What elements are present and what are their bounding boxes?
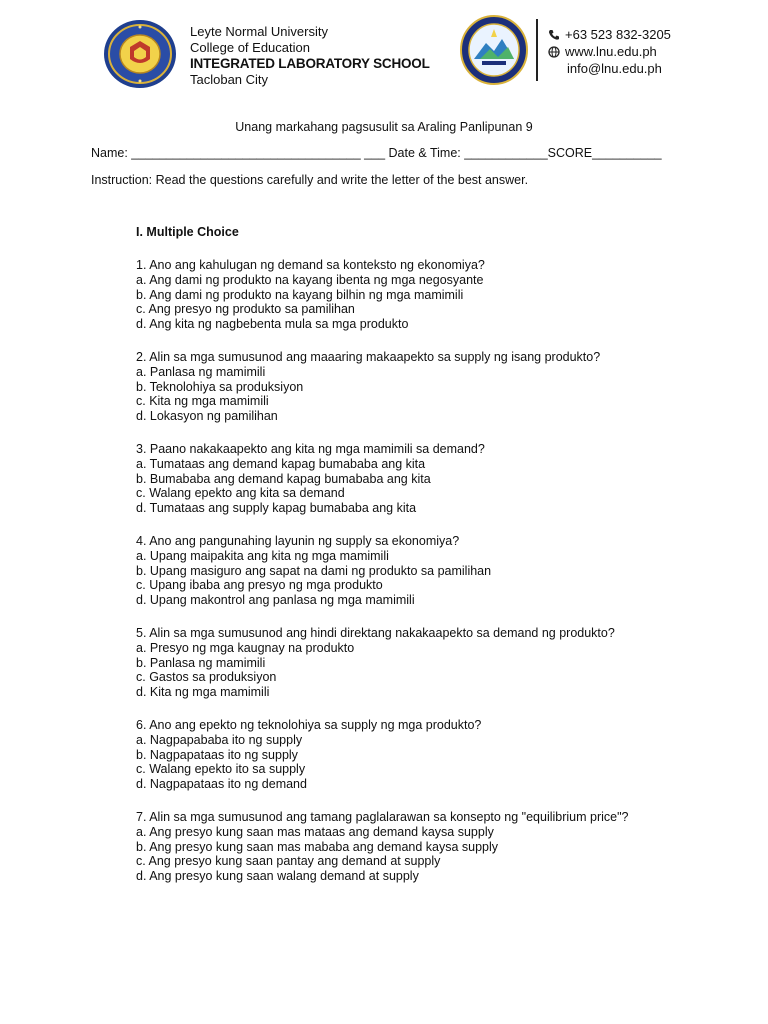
- name-date-score-line: Name: _________________________________ ___ Date & Time: ____________SCORE__________: [91, 146, 662, 160]
- choice-c: c. Gastos sa produksiyon: [136, 670, 277, 685]
- choice-d: d. Ang presyo kung saan walang demand at supply: [136, 869, 419, 884]
- choice-c: c. Ang presyo ng produkto sa pamilihan: [136, 302, 355, 317]
- question-item: [136, 350, 629, 424]
- website-row: [548, 43, 671, 60]
- instruction-text: Instruction: Read the questions carefully and write the letter of the best answer.: [91, 173, 529, 187]
- choice-d: d. Upang makontrol ang panlasa ng mga mamimili: [136, 593, 415, 608]
- header-divider: [536, 19, 538, 81]
- university-name: Leyte Normal University: [190, 24, 328, 39]
- question-text: 1. Ano ang kahulugan ng demand sa konteksto ng ekonomiya?: [136, 258, 485, 272]
- school-info: [190, 24, 430, 88]
- choice-b: b. Ang presyo kung saan mas mababa ang demand kaysa supply: [136, 839, 499, 854]
- email-row: [548, 60, 671, 77]
- choice-c: c. Ang presyo kung saan pantay ang demand at supply: [136, 854, 441, 869]
- section-heading: I. Multiple Choice: [136, 225, 239, 239]
- exam-title: Unang markahang pagsusulit sa Araling Panlipunan 9: [235, 120, 533, 134]
- choice-b: b. Panlasa ng mamimili: [136, 655, 266, 670]
- phone-number: +63 523 832-3205: [565, 27, 671, 42]
- choice-b: b. Bumababa ang demand kapag bumababa ang kita: [136, 471, 431, 486]
- question-text: 5. Alin sa mga sumusunod ang hindi direktang nakakaapekto sa demand ng produkto?: [136, 625, 615, 640]
- question-text: 6. Ano ang epekto ng teknolohiya sa supply ng mga produkto?: [136, 717, 482, 732]
- phone-icon: [548, 29, 560, 41]
- choice-d: d. Lokasyon ng pamilihan: [136, 409, 278, 424]
- choice-c: c. Kita ng mga mamimili: [136, 394, 269, 409]
- question-text: 7. Alin sa mga sumusunod ang tamang paglalarawan sa konsepto ng "equilibrium price"?: [136, 809, 629, 824]
- city-name: Tacloban City: [190, 72, 269, 87]
- letterhead: [0, 0, 768, 100]
- choice-c: c. Upang ibaba ang presyo ng mga produkto: [136, 578, 383, 593]
- contact-info: [548, 26, 671, 77]
- choice-d: d. Ang kita ng nagbebenta mula sa mga produkto: [136, 317, 409, 332]
- question-text: 2. Alin sa mga sumusunod ang maaaring makaapekto sa supply ng isang produkto?: [136, 349, 601, 364]
- question-text: 3. Paano nakakaapekto ang kita ng mga mamimili sa demand?: [136, 441, 485, 456]
- choice-a: a. Nagpapababa ito ng supply: [136, 732, 303, 747]
- globe-icon: [548, 46, 560, 58]
- question-item: [136, 810, 629, 884]
- question-item: [136, 718, 629, 792]
- question-text: 4. Ano ang pangunahing layunin ng supply sa ekonomiya?: [136, 533, 460, 548]
- choice-b: b. Nagpapataas ito ng supply: [136, 747, 298, 762]
- question-list: [136, 258, 629, 902]
- email-address[interactable]: info@lnu.edu.ph: [567, 61, 662, 76]
- question-item: [136, 534, 629, 608]
- choice-b: b. Teknolohiya sa produksiyon: [136, 379, 304, 394]
- college-name: College of Education: [190, 40, 310, 55]
- choice-a: a. Presyo ng mga kaugnay na produkto: [136, 640, 355, 655]
- question-item: [136, 442, 629, 516]
- choice-a: a. Ang dami ng produkto na kayang ibenta ng mga negosyante: [136, 272, 484, 287]
- phone-row: [548, 26, 671, 43]
- question-item: [136, 258, 629, 332]
- choice-d: d. Kita ng mga mamimili: [136, 685, 270, 700]
- choice-a: a. Panlasa ng mamimili: [136, 364, 266, 379]
- university-seal-logo: [103, 19, 177, 89]
- choice-b: b. Upang masiguro ang sapat na dami ng produkto sa pamilihan: [136, 563, 492, 578]
- choice-c: c. Walang epekto ang kita sa demand: [136, 486, 345, 501]
- choice-b: b. Ang dami ng produkto na kayang bilhin ng mga mamimili: [136, 287, 464, 302]
- choice-c: c. Walang epekto ito sa supply: [136, 762, 306, 777]
- choice-a: a. Ang presyo kung saan mas mataas ang demand kaysa supply: [136, 824, 494, 839]
- website-link[interactable]: www.lnu.edu.ph: [565, 44, 657, 59]
- choice-d: d. Nagpapataas ito ng demand: [136, 777, 307, 792]
- school-name: INTEGRATED LABORATORY SCHOOL: [190, 56, 430, 71]
- choice-a: a. Tumataas ang demand kapag bumababa ang kita: [136, 456, 426, 471]
- choice-a: a. Upang maipakita ang kita ng mga mamimili: [136, 548, 389, 563]
- college-seal-logo: [460, 15, 528, 85]
- question-item: [136, 626, 629, 700]
- choice-d: d. Tumataas ang supply kapag bumababa ang kita: [136, 501, 417, 516]
